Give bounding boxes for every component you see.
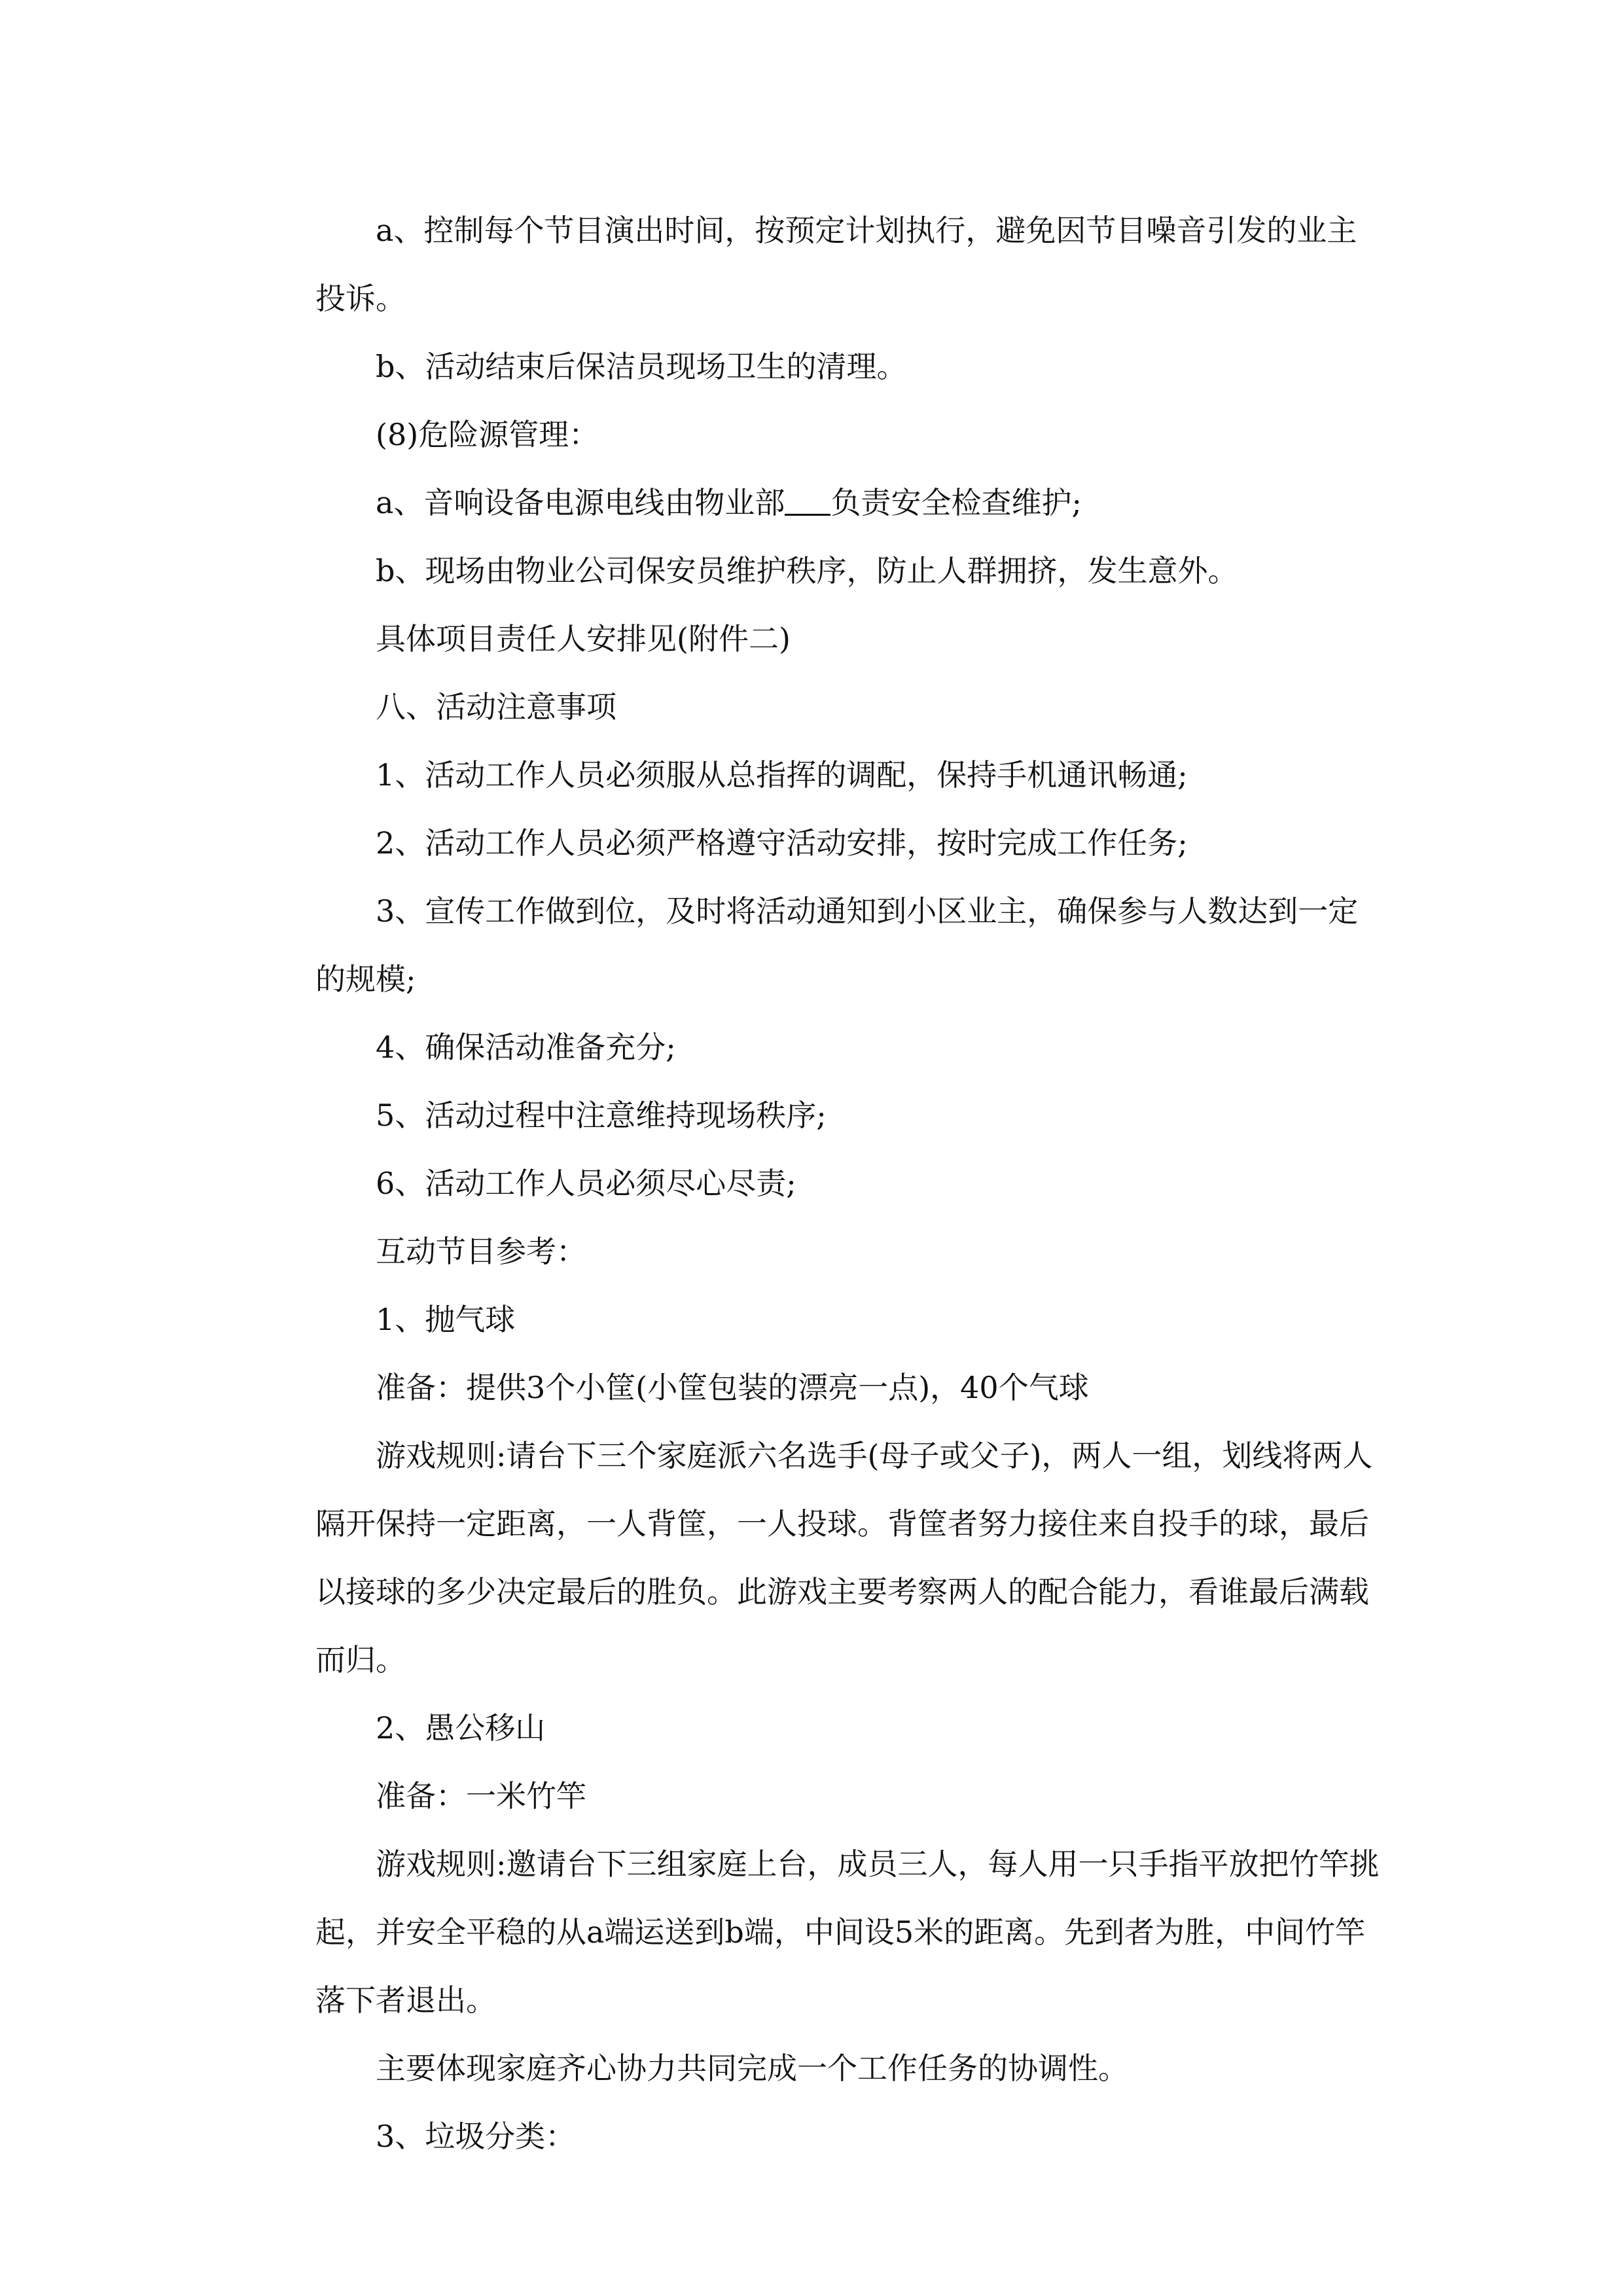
section-heading: 八、活动注意事项 <box>376 689 616 725</box>
paragraph: 2、活动工作人员必须严格遵守活动安排，按时完成工作任务; <box>376 825 1188 861</box>
paragraph: 3、垃圾分类： <box>376 2119 576 2154</box>
fill-in-blank <box>785 488 830 516</box>
document-body <box>315 196 1383 2170</box>
paragraph: 准备：提供3个小筐(小筐包装的漂亮一点)，40个气球 <box>376 1370 1089 1405</box>
paragraph: b、活动结束后保洁员现场卫生的清理。 <box>376 349 907 384</box>
paragraph: 游戏规则:请台下三个家庭派六名选手(母子或父子)，两人一组，划线将两人隔开保持一定距离，一人背筐，一人投球。背筐者努力接住来自投手的球，最后以接球的多少决定最后的胜负。此游戏主要考察两人的配合能力，看谁最后满载而归。 <box>315 1438 1373 1677</box>
paragraph: 3、宣传工作做到位，及时将活动通知到小区业主，确保参与人数达到一定的规模; <box>315 893 1359 997</box>
paragraph: 4、确保活动准备充分; <box>376 1030 676 1065</box>
paragraph: 准备：一米竹竿 <box>376 1778 586 1814</box>
paragraph: 具体项目责任人安排见(附件二) <box>376 621 791 656</box>
paragraph: 5、活动过程中注意维持现场秩序; <box>376 1098 827 1133</box>
paragraph-with-blank <box>315 469 1383 537</box>
paragraph: 2、愚公移山 <box>376 1710 546 1746</box>
paragraph: 主要体现家庭齐心协力共同完成一个工作任务的协调性。 <box>376 2051 1128 2086</box>
paragraph-text-after-blank: 负责安全检查维护; <box>830 485 1082 520</box>
paragraph: 1、活动工作人员必须服从总指挥的调配，保持手机通讯畅通; <box>376 757 1188 793</box>
paragraph: 游戏规则:邀请台下三组家庭上台，成员三人，每人用一只手指平放把竹竿挑起，并安全平稳的从a端运送到b端，中间设5米的距离。先到者为胜，中间竹竿落下者退出。 <box>315 1846 1380 2018</box>
paragraph: b、现场由物业公司保安员维护秩序，防止人群拥挤，发生意外。 <box>376 553 1238 588</box>
paragraph: 6、活动工作人员必须尽心尽责; <box>376 1166 796 1201</box>
paragraph: a、控制每个节目演出时间，按预定计划执行，避免因节目噪音引发的业主投诉。 <box>315 213 1357 316</box>
paragraph: 互动节目参考： <box>376 1234 586 1269</box>
paragraph: (8)危险源管理： <box>376 417 599 452</box>
paragraph: 1、抛气球 <box>376 1302 516 1337</box>
paragraph-text-before-blank: a、音响设备电源电线由物业部 <box>376 485 785 520</box>
